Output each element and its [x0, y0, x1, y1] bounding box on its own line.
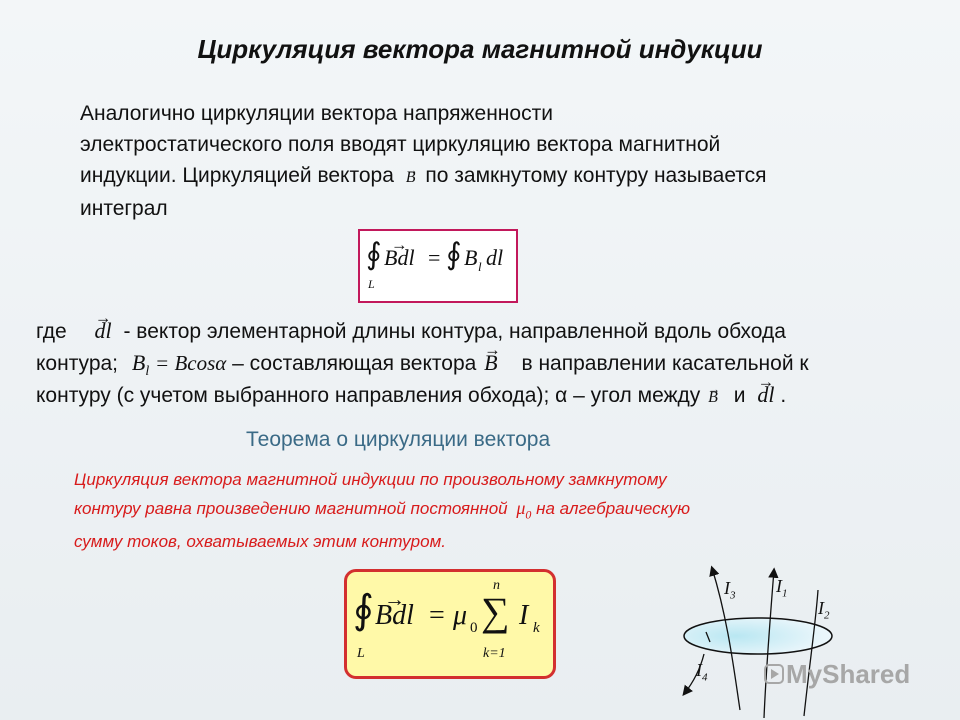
formula-rhs-b: B [464, 245, 478, 270]
intro-paragraph [80, 98, 900, 224]
definition-text-2: – составляющая вектора [232, 352, 477, 375]
ampere-current-sub: k [533, 620, 540, 636]
definition-line-3 [36, 382, 786, 408]
symbol-vector-dl: → dl [95, 318, 112, 344]
ampere-mu-sub: 0 [470, 620, 478, 636]
intro-line-3 [80, 160, 900, 193]
definition-line-2 [36, 350, 809, 380]
ampere-equals: = [429, 600, 445, 631]
currents-diagram [670, 560, 850, 720]
definition-text-4: контуру (с учетом выбранного направления обхода); α – угол между [36, 384, 701, 407]
theorem-line-2-end: на алгебраическую [536, 499, 690, 518]
theorem-line-1: Циркуляция вектора магнитной индукции по произвольному замкнутому [74, 470, 667, 489]
contour-integral-sign-3: ∮ [353, 587, 374, 632]
label-i4: $I_4$ [696, 660, 708, 684]
symbol-vector-b-3: → B [708, 389, 718, 407]
contour-ellipse [684, 618, 832, 654]
formula-rhs-sub: l [478, 259, 482, 274]
definition-and: и [733, 384, 746, 407]
ampere-lhs: → Bdl [375, 600, 414, 632]
formula-lhs: → Bdl [384, 245, 415, 271]
definition-contour: контура; [36, 352, 119, 375]
sum-upper-limit: n [493, 578, 500, 593]
label-i1: $I_1$ [776, 576, 788, 600]
ampere-law-formula-box [344, 569, 556, 679]
symbol-vector-b-2: → B [484, 350, 497, 376]
symbol-bl: B [131, 350, 146, 375]
intro-line-3-start: индукции. Циркуляцией вектора [80, 164, 394, 187]
formula-rhs-dl: dl [486, 245, 504, 270]
watermark: MyShared [786, 659, 911, 689]
theorem-line-2-start: контуру равна произведению магнитной постоянной [74, 499, 508, 518]
contour-integral-sign-2: ∮ [446, 238, 462, 271]
intro-line-2: электростатического поля вводят циркуляцию вектора магнитной [80, 133, 721, 156]
label-i2: $I_2$ [818, 598, 830, 622]
formula-equals: = [428, 245, 441, 270]
definition-text-1: - вектор элементарной длины контура, направленной вдоль обхода [123, 320, 786, 343]
slide-title: Циркуляция вектора магнитной индукции [197, 34, 763, 64]
intro-line-4: интеграл [80, 197, 168, 220]
symbol-bl-sub: l [145, 364, 150, 380]
symbol-mu0: μ [516, 498, 526, 518]
circulation-formula-box [358, 229, 518, 303]
contour-label-2: L [357, 646, 365, 661]
definition-text-3: в направлении касательной к [521, 352, 809, 375]
theorem-line-2 [74, 494, 894, 528]
definition-where: где [36, 320, 67, 343]
symbol-vector-dl-2: → dl [757, 382, 774, 408]
ampere-current: I [519, 600, 529, 631]
play-icon [764, 664, 784, 684]
intro-line-3-end: по замкнутому контуру называется [425, 164, 767, 187]
contour-label: L [368, 277, 375, 291]
symbol-mu0-sub: 0 [525, 507, 532, 522]
definition-period: . [780, 384, 787, 407]
intro-line-1: Аналогично циркуляции вектора напряженности [80, 102, 553, 125]
theorem-title: Теорема о циркуляции вектора [246, 428, 551, 451]
theorem-line-3: сумму токов, охватываемых этим контуром. [74, 532, 446, 552]
ampere-mu: μ [453, 600, 468, 631]
symbol-vector-b: → B [406, 162, 416, 193]
sum-sign: ∑ [481, 589, 510, 634]
current-i2-line [804, 590, 818, 716]
theorem-statement [74, 466, 894, 556]
symbol-bl-equation: = Bcosα [155, 351, 227, 375]
sum-lower-limit: k=1 [483, 646, 506, 661]
definition-line-1 [36, 318, 786, 344]
label-i3: $I_3$ [724, 578, 736, 602]
contour-integral-sign: ∮ [366, 238, 382, 271]
